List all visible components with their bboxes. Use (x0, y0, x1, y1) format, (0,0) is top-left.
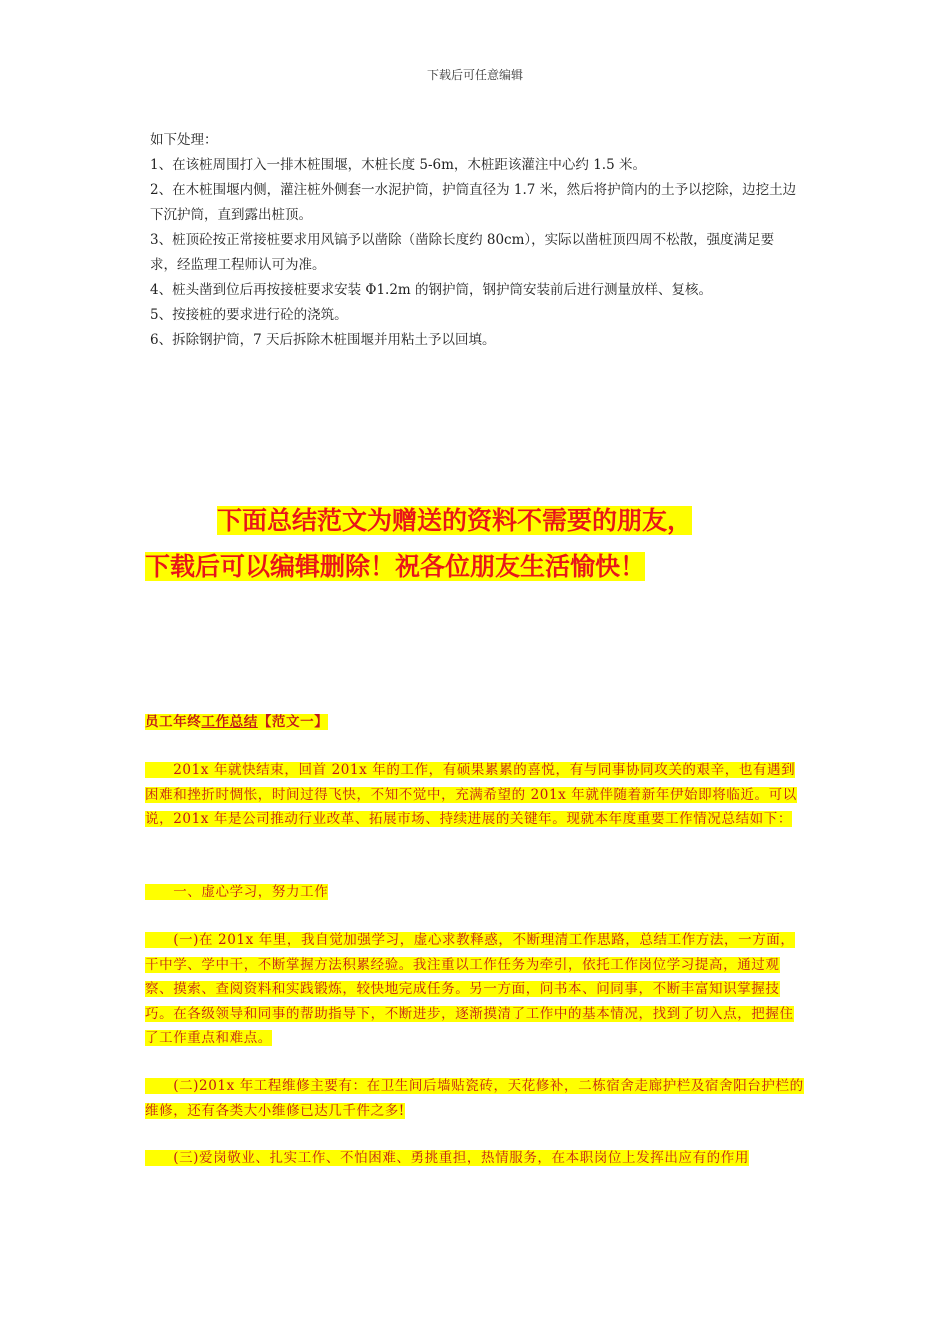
essay-heading (145, 880, 805, 905)
procedure-item: 6、拆除钢护筒，7 天后拆除木桩围堰并用粘土予以回填。 (150, 332, 496, 348)
essay-heading-text: 一、虚心学习，努力工作 (145, 884, 329, 900)
banner-line-2: 下载后可以编辑删除！祝各位朋友生活愉快！ (145, 552, 646, 581)
essay-title-prefix: 员工年终 (145, 714, 202, 730)
essay-title-suffix: 【范文一】 (257, 714, 329, 730)
essay-paragraph-text: (一)在 201x 年里，我自觉加强学习，虚心求教释惑，不断理清工作思路，总结工作方法，一方面，干中学、学中干，不断掌握方法积累经验。我注重以工作任务为牵引，依托工作岗位学习提高，通过观察、摸索、查阅资料和实践锻炼，较快地完成任务。另一方面，问书本、问同事，不断丰富知识掌握技巧。在各级领导和同事的帮助指导下，不断进步，逐渐摸清了工作中的基本情况，找到了切入点，把握住了工作重点和难点。 (145, 932, 795, 1046)
essay-paragraph (145, 758, 805, 832)
gift-notice-banner (145, 498, 795, 590)
essay-paragraph-text: 201x 年就快结束，回首 201x 年的工作，有硕果累累的喜悦，有与同事协同攻关的艰辛，也有遇到困难和挫折时惆怅，时间过得飞快，不知不觉中，充满希望的 201x 年就伴随着新年伊始即将临近。可以说，201x 年是公司推动行业改革、拓展市场、持续进展的关键年。现就本年度重要工作情况总结如下： (145, 762, 797, 827)
page-header: 下载后可任意编辑 (426, 68, 523, 82)
essay-paragraph-text: (二)201x 年工程维修主要有：在卫生间后墙贴瓷砖，天花修补，二栋宿舍走廊护栏及宿舍阳台护栏的维修，还有各类大小维修已达几千件之多! (145, 1078, 804, 1119)
procedure-item: 5、按接桩的要求进行砼的浇筑。 (150, 307, 348, 323)
essay-title (145, 710, 805, 735)
essay-paragraph (145, 928, 805, 1051)
essay-title-link[interactable]: 工作总结 (201, 714, 258, 730)
essay-paragraph (145, 1146, 805, 1171)
procedure-item: 1、在该桩周围打入一排木桩围堰，木桩长度 5-6m，木桩距该灌注中心约 1.5 米。 (150, 157, 646, 173)
procedure-intro: 如下处理： (150, 132, 218, 148)
banner-line-1: 下面总结范文为赠送的资料不需要的朋友， (217, 506, 693, 535)
procedure-item: 4、桩头凿到位后再按接桩要求安装 Φ1.2m 的钢护筒，钢护筒安装前后进行测量放样、复核。 (150, 282, 713, 298)
procedure-item: 2、在木桩围堰内侧，灌注桩外侧套一水泥护筒，护筒直径为 1.7 米，然后将护筒内的土予以挖除，边挖土边下沉护筒，直到露出桩顶。 (150, 182, 797, 223)
essay-paragraph (145, 1074, 805, 1123)
essay-paragraph-text: (三)爱岗敬业、扎实工作、不怕困难、勇挑重担，热情服务，在本职岗位上发挥出应有的作用 (145, 1150, 749, 1166)
procedure-section (150, 128, 800, 353)
procedure-item: 3、桩顶砼按正常接桩要求用风镐予以凿除（凿除长度约 80cm），实际以凿桩顶四周不松散，强度满足要求，经监理工程师认可为准。 (150, 232, 775, 273)
